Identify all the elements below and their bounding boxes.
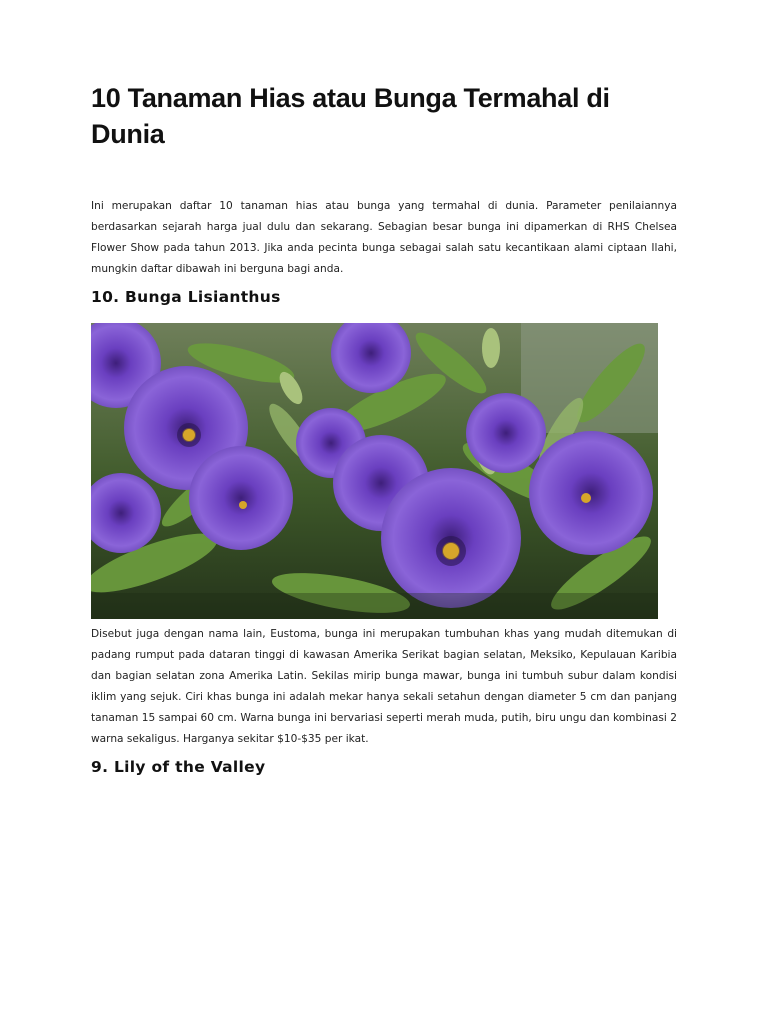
article-title: 10 Tanaman Hias atau Bunga Termahal di Dunia xyxy=(91,83,610,149)
lisianthus-flowers-image xyxy=(91,323,658,619)
lisianthus-photo xyxy=(91,323,658,619)
section-heading-lily-of-the-valley: 9. Lily of the Valley xyxy=(91,758,266,776)
lisianthus-description: Disebut juga dengan nama lain, Eustoma, bunga ini merupakan tumbuhan khas yang mudah ditemukan di padang rumput pada dataran tinggi di kawasan Amerika Serikat bagian selatan, Meksiko, Kepulauan Karibia dan bagian selatan zona Amerika Latin. Sekilas mirip bunga mawar, bunga ini tumbuh subur dalam kondisi iklim yang sejuk. Ciri khas bunga ini adalah mekar hanya sekali setahun dengan diameter 5 cm dan panjang tanaman 15 sampai 60 cm. Warna bunga ini bervariasi seperti merah muda, putih, biru ungu dan kombinasi 2 warna sekaligus. Harganya sekitar $10-$35 per ikat. xyxy=(91,628,677,745)
intro-paragraph: Ini merupakan daftar 10 tanaman hias atau bunga yang termahal di dunia. Parameter penilaiannya berdasarkan sejarah harga jual dulu dan sekarang. Sebagian besar bunga ini dipamerkan di RHS Chelsea Flower Show pada tahun 2013. Jika anda pecinta bunga sebagai salah satu kecantikaan alami ciptaan Ilahi, mungkin daftar dibawah ini berguna bagi anda. xyxy=(91,200,677,275)
section-heading-lisianthus: 10. Bunga Lisianthus xyxy=(91,288,281,306)
